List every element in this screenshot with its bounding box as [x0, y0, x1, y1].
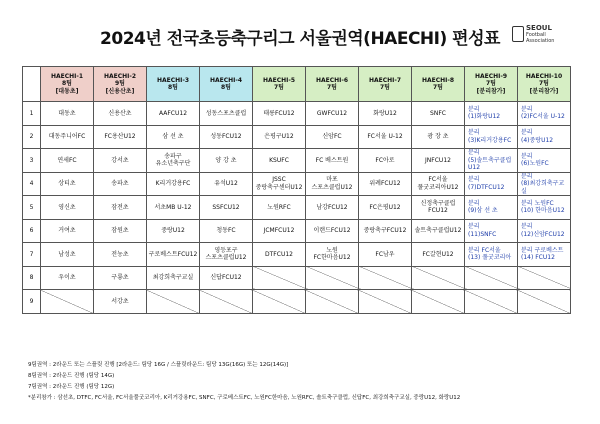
team-cell: 신답FCU12: [200, 266, 253, 290]
team-cell: 성동스포츠클럽: [200, 102, 253, 126]
row-number: 1: [23, 102, 41, 126]
note-line: 9팀권역 : 2라운드 또는 스플릿 진행 [2라운드: 팀당 16G / 스플릿라운드: 팀당 13G(16G) 또는 12G(14G)]: [28, 362, 289, 368]
empty-cell: [359, 290, 412, 314]
team-cell: 구룡초: [94, 266, 147, 290]
group-header-10: HAECHI-10 7팀 [분리참가]: [518, 67, 571, 102]
row-number: 9: [23, 290, 41, 314]
team-cell: 신암FC: [306, 125, 359, 149]
table-row: [23, 125, 571, 149]
team-cell: 남성초: [41, 243, 94, 267]
team-cell: FC남우: [359, 243, 412, 267]
empty-cell: [359, 266, 412, 290]
team-cell: FC갈현U12: [412, 243, 465, 267]
empty-cell: [253, 290, 306, 314]
note-line: 7팀권역 : 2라운드 진행 (팀당 12G): [28, 384, 115, 390]
row-number: 5: [23, 196, 41, 220]
team-cell: KSUFC: [253, 149, 306, 173]
team-cell: AAFCU12: [147, 102, 200, 126]
team-cell: 최강희축구교실: [147, 266, 200, 290]
note-line: *분리참가 : 삼선초, DTFC, FC서울, FC서울풀굿코리아, K리거강용FC, SNFC, 구로베스트FC, 노원FC한마음, 노원RFC, 솔트축구클럽, 신답FC, 최강희축구교실, 중랑U12, 화랑U12: [28, 395, 461, 401]
team-cell: 분리 (8)최강희축구교실: [518, 172, 571, 196]
team-cell: 우이초: [41, 266, 94, 290]
team-cell: FC서울 풀굿코리아U12: [412, 172, 465, 196]
team-cell: 분리 FC서울 (13) 풀굿코리아: [465, 243, 518, 267]
team-cell: 서강초: [94, 290, 147, 314]
team-cell: FC 베스트원: [306, 149, 359, 173]
team-cell: 영등포구 스포츠클럽U12: [200, 243, 253, 267]
empty-cell: [253, 266, 306, 290]
team-cell: 위례FCU12: [359, 172, 412, 196]
team-cell: FC은평U12: [359, 196, 412, 220]
empty-cell: [306, 290, 359, 314]
team-cell: 송파초: [94, 172, 147, 196]
team-cell: 거여초: [41, 219, 94, 243]
group-header-9: HAECHI-9 7팀 [분리참가]: [465, 67, 518, 102]
team-cell: 대동주니어FC: [41, 125, 94, 149]
empty-cell: [306, 266, 359, 290]
team-cell: 상티초: [41, 172, 94, 196]
team-cell: 분리 (3)K리거강용FC: [465, 125, 518, 149]
team-cell: 분리 (6)노원FC: [518, 149, 571, 173]
team-cell: 구로베스트FCU12: [147, 243, 200, 267]
empty-cell: [412, 266, 465, 290]
logo-line-2: Association: [526, 38, 555, 44]
team-cell: JSSC 중랑축구센터U12: [253, 172, 306, 196]
team-cell: 대동초: [41, 102, 94, 126]
team-cell: 성동FCU12: [200, 125, 253, 149]
notes: [28, 360, 588, 404]
empty-cell: [465, 290, 518, 314]
team-cell: 분리 (9)삼 선 초: [465, 196, 518, 220]
team-cell: 연세FC: [41, 149, 94, 173]
row-number: 6: [23, 219, 41, 243]
table-row: [23, 102, 571, 126]
team-cell: 삼 선 초: [147, 125, 200, 149]
team-cell: GWFCU12: [306, 102, 359, 126]
row-number: 7: [23, 243, 41, 267]
team-cell: 청동FC: [200, 219, 253, 243]
team-cell: 분리 구로베스트 (14) FCU12: [518, 243, 571, 267]
empty-cell: [147, 290, 200, 314]
table-row: [23, 219, 571, 243]
team-cell: 유석U12: [200, 172, 253, 196]
team-cell: 분리 (7)DTFCU12: [465, 172, 518, 196]
team-cell: SNFC: [412, 102, 465, 126]
team-cell: 노원 FC한마음U12: [306, 243, 359, 267]
empty-cell: [518, 266, 571, 290]
team-cell: 분리 (12)신암FCU12: [518, 219, 571, 243]
team-cell: FC아로: [359, 149, 412, 173]
group-header-4: HAECHI-4 8팀: [200, 67, 253, 102]
team-cell: 남강FCU12: [306, 196, 359, 220]
team-cell: JCMFCU12: [253, 219, 306, 243]
note-line: 8팀권역 : 2라운드 진행 (팀당 14G): [28, 373, 115, 379]
team-cell: 강서초: [94, 149, 147, 173]
team-cell: 중랑U12: [147, 219, 200, 243]
team-cell: 태릉FCU12: [253, 102, 306, 126]
team-cell: 중랑축구FCU12: [359, 219, 412, 243]
team-cell: SSFCU12: [200, 196, 253, 220]
logo-name: SEOUL: [526, 24, 552, 32]
team-cell: 신정축구클럽 FCU12: [412, 196, 465, 220]
team-cell: 양 강 초: [200, 149, 253, 173]
team-cell: 이랜드FCU12: [306, 219, 359, 243]
row-number: 3: [23, 149, 41, 173]
team-cell: 화랑U12: [359, 102, 412, 126]
group-header-5: HAECHI-5 7팀: [253, 67, 306, 102]
group-header-6: HAECHI-6 7팀: [306, 67, 359, 102]
table-row: [23, 172, 571, 196]
team-cell: K리거강용FC: [147, 172, 200, 196]
team-cell: 솔트축구클럽U12: [412, 219, 465, 243]
team-cell: 분리 (5)솔트축구클럽U12: [465, 149, 518, 173]
team-cell: 분리 (1)화랑U12: [465, 102, 518, 126]
empty-cell: [518, 290, 571, 314]
team-cell: 신용산초: [94, 102, 147, 126]
team-cell: 서초MB U-12: [147, 196, 200, 220]
table-row: [23, 196, 571, 220]
team-cell: 분리 (2)FC서울 U-12: [518, 102, 571, 126]
schedule-table: [22, 66, 571, 314]
team-cell: 은평구U12: [253, 125, 306, 149]
team-cell: FC용산U12: [94, 125, 147, 149]
group-header-3: HAECHI-3 8팀: [147, 67, 200, 102]
team-cell: 분리 (11)SNFC: [465, 219, 518, 243]
group-header-1: HAECHI-1 8팀 [대동초]: [41, 67, 94, 102]
page-title: 2024년 전국초등축구리그 서울권역(HAECHI) 편성표: [100, 29, 500, 49]
emblem-icon: [512, 26, 524, 42]
team-cell: 전농초: [94, 243, 147, 267]
association-logo: [512, 24, 562, 60]
group-header-2: HAECHI-2 9팀 [신용산초]: [94, 67, 147, 102]
team-cell: 분리 (4)중랑U12: [518, 125, 571, 149]
empty-cell: [412, 290, 465, 314]
empty-cell: [465, 266, 518, 290]
team-cell: DTFCU12: [253, 243, 306, 267]
logo-line-1: Football: [526, 32, 546, 38]
team-cell: 잠전초: [94, 196, 147, 220]
team-cell: 노원RFC: [253, 196, 306, 220]
header-corner: [23, 67, 41, 102]
team-cell: 잠원초: [94, 219, 147, 243]
team-cell: FC서울 U-12: [359, 125, 412, 149]
team-cell: 영신초: [41, 196, 94, 220]
team-cell: JNFCU12: [412, 149, 465, 173]
table-row: [23, 290, 571, 314]
row-number: 4: [23, 172, 41, 196]
group-header-8: HAECHI-8 7팀: [412, 67, 465, 102]
empty-cell: [200, 290, 253, 314]
row-number: 8: [23, 266, 41, 290]
team-cell: 분리 노원FC (10) 한마음U12: [518, 196, 571, 220]
header-row: [23, 67, 571, 102]
team-cell: 마포 스포츠클럽U12: [306, 172, 359, 196]
team-cell: 광 장 초: [412, 125, 465, 149]
group-header-7: HAECHI-7 7팀: [359, 67, 412, 102]
table-row: [23, 266, 571, 290]
table-row: [23, 149, 571, 173]
team-cell: 송파구 유소년축구단: [147, 149, 200, 173]
row-number: 2: [23, 125, 41, 149]
empty-cell: [41, 290, 94, 314]
table-row: [23, 243, 571, 267]
